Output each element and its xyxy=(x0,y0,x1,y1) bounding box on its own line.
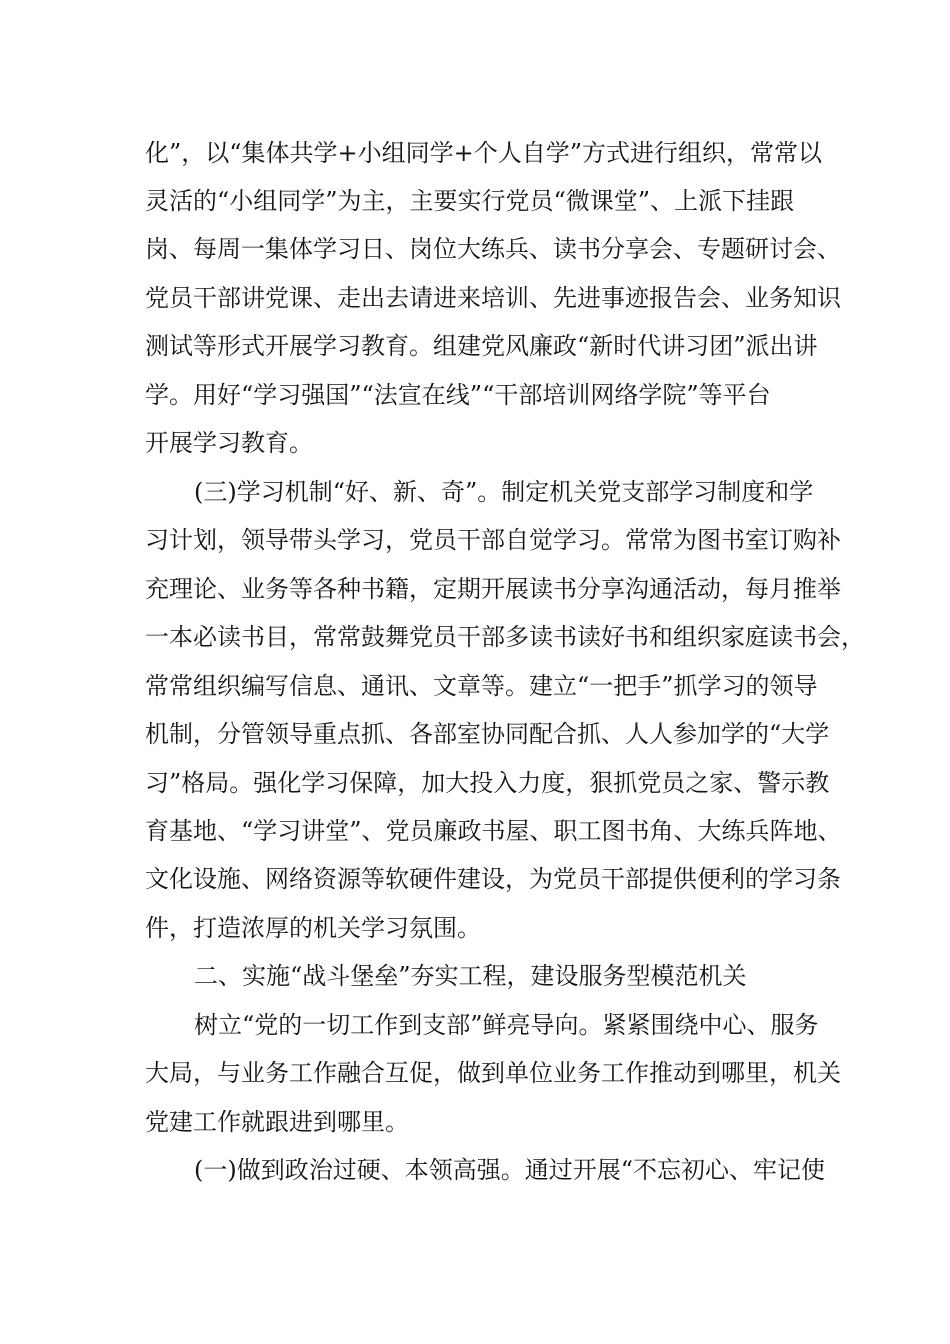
paragraph-line: 大局，与业务工作融合互促，做到单位业务工作推动到哪里，机关 xyxy=(145,1059,841,1087)
paragraph-line: 树立“党的一切工作到支部”鲜亮导向。紧紧围绕中心、服务 xyxy=(194,1011,819,1039)
paragraph-line: 一本必读书目，常常鼓舞党员干部多读书读好书和组织家庭读书会， xyxy=(145,623,865,651)
chapter-heading-line: 二、实施“战斗堡垒”夯实工程，建设服务型模范机关 xyxy=(194,962,747,990)
section-heading-line: (一)做到政治过硬、本领高强。通过开展“不忘初心、牢记使 xyxy=(194,1156,825,1184)
paragraph-line: 化”，以“集体共学+小组同学+个人自学”方式进行组织，常常以 xyxy=(145,139,823,167)
paragraph-line: 充理论、业务等各种书籍，定期开展读书分享沟通活动，每月推举 xyxy=(145,575,841,603)
paragraph-line: 常常组织编写信息、通讯、文章等。建立“一把手”抓学习的领导 xyxy=(145,672,818,700)
paragraph-line: 学。用好“学习强国”“法宣在线”“干部培训网络学院”等平台 xyxy=(145,381,771,409)
section-heading-line: (三)学习机制“好、新、奇”。制定机关党支部学习制度和学 xyxy=(194,478,814,506)
paragraph-line: 机制，分管领导重点抓、各部室协同配合抓、人人参加学的“大学 xyxy=(145,720,830,748)
paragraph-line: 党员干部讲党课、走出去请进来培训、先进事迹报告会、业务知识 xyxy=(145,284,841,312)
paragraph-line: 灵活的“小组同学”为主，主要实行党员“微课堂”、上派下挂跟 xyxy=(145,187,795,215)
paragraph-line: 育基地、“学习讲堂”、党员廉政书屋、职工图书角、大练兵阵地、 xyxy=(145,817,842,845)
paragraph-line: 件，打造浓厚的机关学习氛围。 xyxy=(145,914,481,942)
paragraph-line: 开展学习教育。 xyxy=(145,429,313,457)
paragraph-line: 党建工作就跟进到哪里。 xyxy=(145,1108,409,1136)
paragraph-line: 习计划，领导带头学习，党员干部自觉学习。常常为图书室订购补 xyxy=(145,526,841,554)
paragraph-line: 测试等形式开展学习教育。组建党风廉政“新时代讲习团”派出讲 xyxy=(145,332,818,360)
paragraph-line: 文化设施、网络资源等软硬件建设，为党员干部提供便利的学习条 xyxy=(145,865,841,893)
paragraph-line: 习”格局。强化学习保障，加大投入力度，狠抓党员之家、警示教 xyxy=(145,769,830,797)
paragraph-line: 岗、每周一集体学习日、岗位大练兵、读书分享会、专题研讨会、 xyxy=(145,235,841,263)
